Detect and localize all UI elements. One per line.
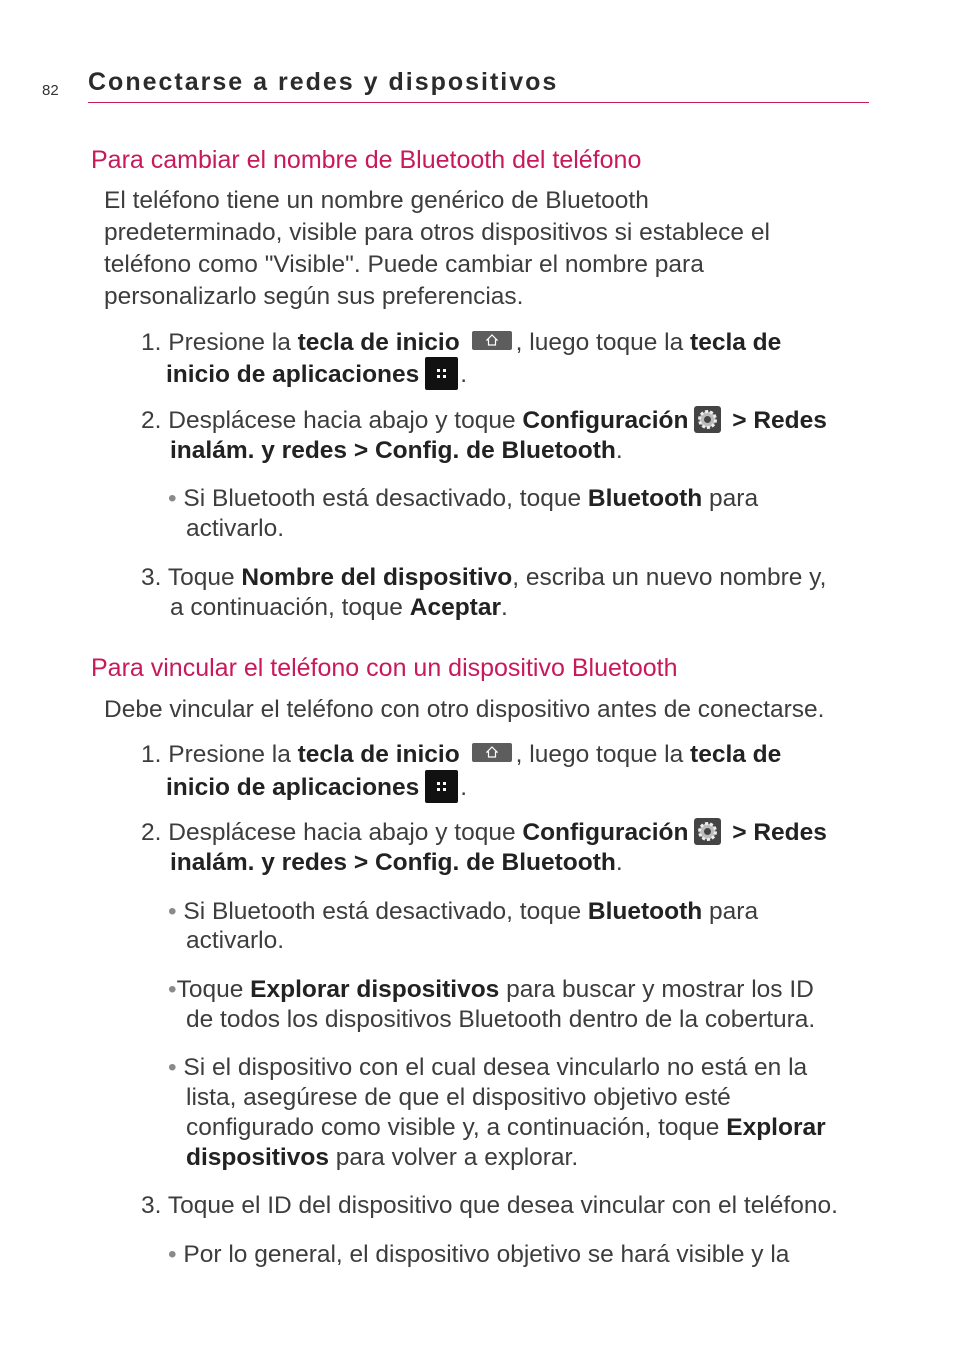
bullet-icon: •: [168, 1241, 177, 1268]
step-bold-text: Nombre del dispositivo: [241, 564, 513, 591]
apps-key-label: inicio de aplicaciones: [166, 360, 420, 388]
step-text: Si el dispositivo con el cual desea vincularlo no está en la: [176, 1054, 808, 1081]
step-text: Desplácese hacia abajo y toque: [168, 407, 523, 434]
s1-step-2: [141, 406, 827, 437]
intro-line: personalizarlo según sus preferencias.: [104, 283, 524, 310]
apps-key-label: inicio de aplicaciones: [166, 773, 420, 801]
step-number: 3.: [141, 564, 162, 591]
step-text: Por lo general, el dispositivo objetivo se hará visible y la: [176, 1241, 790, 1268]
step-text: .: [615, 437, 623, 464]
s2-step-1: [141, 740, 781, 770]
step-number: 2.: [141, 819, 162, 846]
step-number: 1.: [141, 329, 162, 356]
step-text: , escriba un nuevo nombre y,: [512, 564, 827, 591]
bullet-icon: •: [168, 976, 177, 1003]
s1-step-2-line2: [170, 436, 623, 466]
s1-step-1: [141, 328, 781, 358]
s2-bullet-4: [168, 1240, 789, 1270]
section1-intro: [104, 185, 770, 313]
step-bold-text: Explorar dispositivos: [250, 976, 500, 1003]
apps-key-icon: [425, 770, 458, 803]
step-text: para buscar y mostrar los ID: [499, 976, 814, 1003]
step-number: 2.: [141, 407, 162, 434]
s2-bullet-3-line2: lista, asegúrese de que el dispositivo objetivo esté: [186, 1084, 731, 1111]
settings-label: Configuración: [522, 407, 689, 434]
s2-step-2: [141, 818, 827, 849]
step-text: , luego toque la: [515, 329, 691, 356]
s1-step-1-line2: [166, 357, 467, 394]
step-text: Desplácese hacia abajo y toque: [168, 819, 523, 846]
settings-gear-icon: [694, 406, 721, 433]
step-bold-text: Bluetooth: [587, 898, 703, 925]
step-text: Toque: [167, 564, 242, 591]
step-text: a continuación, toque: [170, 594, 410, 621]
section2-intro: Debe vincular el teléfono con otro dispositivo antes de conectarse.: [104, 696, 825, 723]
step-bold-text: Explorar: [726, 1114, 826, 1141]
step-bold-text: Bluetooth: [587, 485, 703, 512]
step-text: .: [460, 773, 468, 801]
home-key-label: tecla de inicio: [297, 329, 460, 356]
step-text: Si Bluetooth está desactivado, toque: [176, 898, 588, 925]
intro-line: predeterminado, visible para otros dispositivos si establece el: [104, 219, 770, 246]
step-text: Toque: [176, 976, 251, 1003]
settings-label: Configuración: [522, 819, 689, 846]
step-text: Presione la: [168, 329, 298, 356]
intro-line: El teléfono tiene un nombre genérico de Bluetooth: [104, 187, 649, 214]
s1-bullet-1: [168, 484, 758, 514]
home-key-icon: [472, 743, 512, 762]
s2-bullet-2-line2: de todos los dispositivos Bluetooth dentro de la cobertura.: [186, 1006, 816, 1033]
section-heading-pair: Para vincular el teléfono con un dispositivo Bluetooth: [91, 654, 678, 682]
s2-bullet-3-line3: [186, 1113, 826, 1143]
s1-bullet-1-line2: activarlo.: [186, 515, 285, 542]
s2-bullet-1-line2: activarlo.: [186, 927, 285, 954]
bullet-icon: •: [168, 1054, 177, 1081]
step-text: para volver a explorar.: [328, 1144, 579, 1171]
step-bold-text: tecla de: [690, 329, 782, 356]
s2-bullet-1: [168, 897, 758, 927]
header-divider: [88, 102, 869, 103]
intro-line: teléfono como "Visible". Puede cambiar el nombre para: [104, 251, 704, 278]
s2-step-1-line2: [166, 770, 467, 807]
bullet-icon: •: [168, 485, 177, 512]
home-key-icon: [472, 331, 512, 350]
step-bold-text: dispositivos: [186, 1144, 329, 1171]
step-text: Si Bluetooth está desactivado, toque: [176, 485, 588, 512]
apps-key-icon: [425, 357, 458, 390]
s2-step-3: [141, 1191, 838, 1221]
s2-bullet-3: [168, 1053, 807, 1083]
s2-bullet-3-line4: [186, 1143, 578, 1173]
step-number: 1.: [141, 741, 162, 768]
step-text: .: [500, 594, 508, 621]
step-text: .: [460, 360, 468, 388]
step-bold-text: tecla de: [690, 741, 782, 768]
s1-step-3: [141, 563, 826, 593]
bullet-icon: •: [168, 898, 177, 925]
home-key-label: tecla de inicio: [297, 741, 460, 768]
chapter-title: Conectarse a redes y dispositivos: [88, 68, 559, 96]
step-text: para: [702, 898, 759, 925]
step-text: para: [702, 485, 759, 512]
step-bold-text: > Redes: [725, 819, 827, 846]
settings-gear-icon: [694, 818, 721, 845]
step-text: , luego toque la: [515, 741, 691, 768]
step-text: Toque el ID del dispositivo que desea vincular con el teléfono.: [167, 1192, 838, 1219]
s1-step-3-line2: [170, 593, 508, 623]
s2-bullet-2: [168, 975, 814, 1005]
step-bold-text: inalám. y redes > Config. de Bluetooth: [170, 437, 616, 464]
section-heading-rename: Para cambiar el nombre de Bluetooth del teléfono: [91, 146, 642, 174]
step-bold-text: Aceptar: [409, 594, 501, 621]
step-bold-text: inalám. y redes > Config. de Bluetooth: [170, 849, 616, 876]
page-number: 82: [42, 82, 59, 99]
step-number: 3.: [141, 1192, 162, 1219]
s2-step-2-line2: [170, 848, 623, 878]
step-text: .: [615, 849, 623, 876]
step-text: configurado como visible y, a continuación, toque: [186, 1114, 727, 1141]
step-bold-text: > Redes: [725, 407, 827, 434]
step-text: Presione la: [168, 741, 298, 768]
